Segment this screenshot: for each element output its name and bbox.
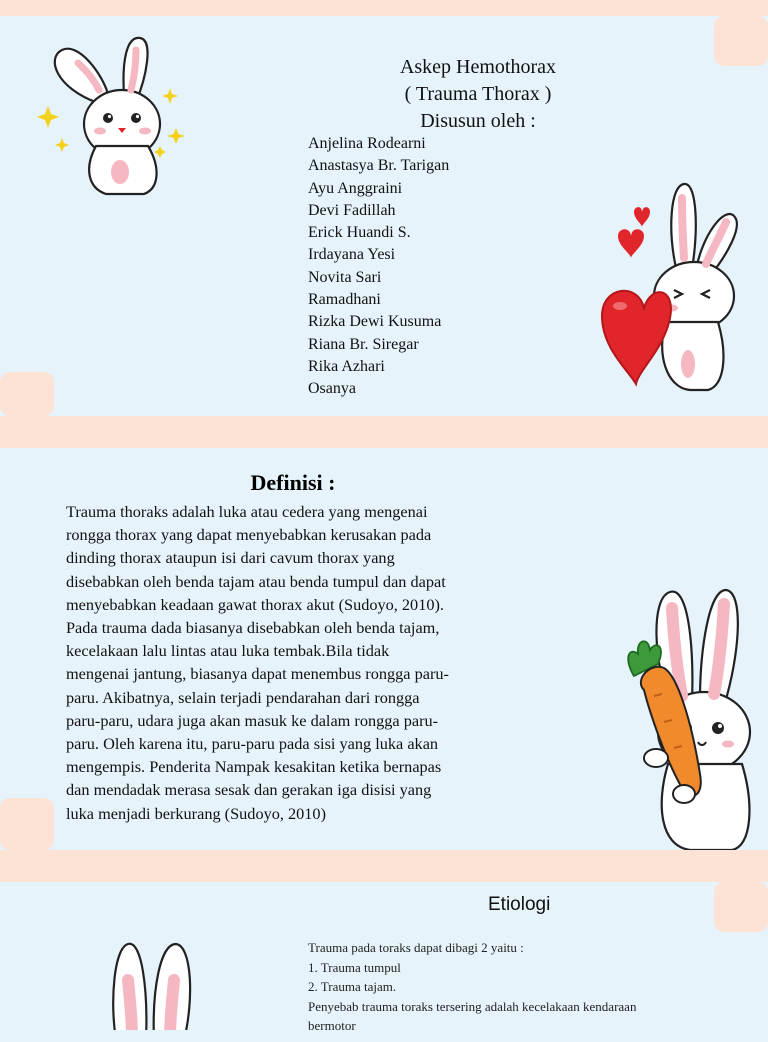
bunny-sparkle-icon [36,28,186,203]
authors-heading: Disusun oleh : [420,110,536,132]
author-name: Irdayana Yesi [308,246,396,264]
etiology-line: bermotor [308,1018,356,1033]
author-name: Ayu Anggraini [308,179,403,197]
definition-heading: Definisi : [250,470,336,495]
bunny-peek-icon [110,940,200,1030]
slide-etiology [0,882,768,1042]
slide-title [0,16,768,416]
author-list [308,133,449,401]
etiology-heading: Etiologi [488,894,551,915]
etiology-line: Trauma pada toraks dapat dibagi 2 yaitu : [308,940,524,955]
author-name: Osanya [308,380,356,398]
author-name: Rizka Dewi Kusuma [308,313,442,331]
etiology-line: 1. Trauma tumpul [308,959,401,975]
author-name: Devi Fadillah [308,201,396,219]
presentation-title: Askep Hemothorax [399,56,557,78]
bunny-heart-icon [598,176,748,398]
author-name: Novita Sari [308,268,382,286]
definition-paragraph: Trauma thoraks adalah luka atau cedera yang mengenai rongga thorax yang dapat menyebabkan kerusakan pada dinding thorax ataupun isi dari cavum thorax yang disebabkan oleh benda tajam atau benda tumpul dan dapat menyebabkan keadaan gawat thorax akut (Sudoyo, 2010). Pada trauma dada biasanya disebabkan oleh benda tajam, kecelakaan lalu lintas atau luka tembak.Bila tidak mengenai jantung, biasanya dapat menembus rongga paru- paru. Akibatnya, selain terjadi pendarahan dari rongga paru-paru, udara juga akan masuk ke dalam rongga paru- paru. Oleh karena itu, paru-paru pada sisi yang luka akan mengempis. Penderita Nampak kesakitan ketika bernapas dan mendadak merasa sesak dan gerakan iga disisi yang luka menjadi berkurang (Sudoyo, 2010) [66,502,449,823]
etiology-text [308,938,728,1036]
slide-definition [0,448,768,850]
author-name: Riana Br. Siregar [308,335,419,353]
author-name: Erick Huandi S. [308,224,411,242]
slide-corner-tab [714,16,768,66]
author-name: Anastasya Br. Tarigan [308,157,450,175]
author-name: Ramadhani [308,291,381,309]
presentation-subtitle: ( Trauma Thorax ) [404,83,552,105]
author-name: Rika Azhari [308,357,385,375]
slide-corner-tab [714,882,768,932]
author-name: Anjelina Rodearni [308,135,426,152]
slide-corner-tab [0,798,54,850]
slide-corner-tab [0,372,54,416]
etiology-line: Penyebab trauma toraks tersering adalah kecelakaan kendaraan [308,998,637,1014]
etiology-line: 2. Trauma tajam. [308,979,397,994]
bunny-carrot-icon [620,584,760,850]
